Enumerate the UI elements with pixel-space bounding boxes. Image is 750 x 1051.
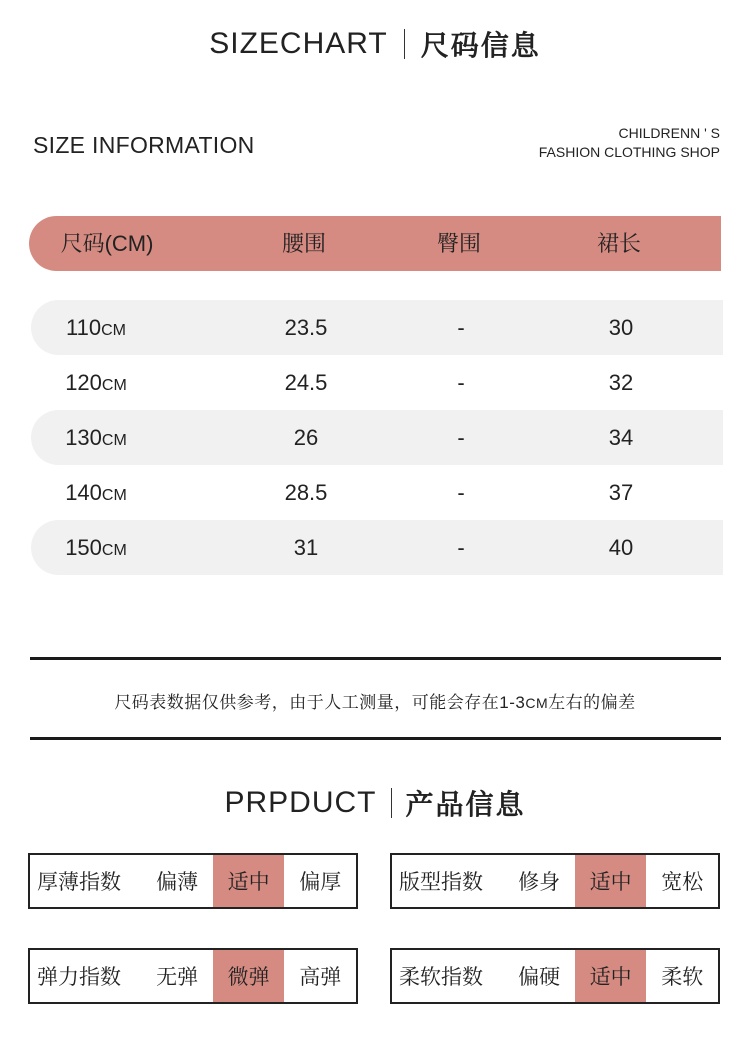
header-size: 尺码(CM): [60, 231, 154, 256]
row-length: 37: [608, 480, 634, 505]
index-option: 柔软: [661, 966, 704, 989]
row-length: 34: [608, 425, 634, 450]
row-hip: -: [457, 425, 465, 450]
title-divider: [391, 788, 392, 818]
index-option: 偏薄: [156, 871, 199, 894]
row-size-unit: CM: [101, 377, 127, 394]
size-chart-header: [0, 22, 750, 66]
note-top-rule: [30, 657, 721, 660]
index-label: 厚薄指数: [37, 871, 121, 894]
size-table-header: [29, 216, 721, 271]
header-hip: 臀围: [436, 231, 481, 256]
note-bottom-rule: [30, 737, 721, 740]
note-text-after: 左右的偏差: [548, 693, 636, 712]
row-size-value: 130: [65, 425, 102, 450]
header-waist: 腰围: [281, 231, 326, 256]
index-option: 高弹: [299, 966, 342, 989]
row-size-value: 110: [66, 315, 102, 340]
table-row: [31, 520, 723, 575]
row-hip: -: [457, 315, 465, 340]
header-length: 裙长: [596, 231, 641, 256]
row-waist: 23.5: [284, 315, 328, 340]
table-row: [31, 410, 723, 465]
row-length: 30: [608, 315, 634, 340]
table-row: [31, 355, 723, 410]
row-size: [46, 355, 146, 410]
size-chart-title-zh: 尺码信息: [420, 30, 541, 61]
size-chart-title-en: SIZECHART: [209, 27, 388, 60]
row-size-unit: CM: [101, 432, 127, 449]
index-option: 偏硬: [518, 966, 561, 989]
row-size-unit: CM: [101, 487, 127, 504]
row-hip: -: [457, 535, 465, 560]
note-text-before: 尺码表数据仅供参考，由于人工测量，可能会存在1-3: [114, 693, 526, 712]
index-option-selected: 适中: [575, 950, 647, 1002]
brand-tagline: [539, 124, 720, 162]
thickness-index: [28, 853, 358, 909]
fit-index: [390, 853, 720, 909]
row-size-value: 150: [65, 535, 102, 560]
index-label: 弹力指数: [37, 966, 121, 989]
row-size-unit: CM: [101, 322, 126, 339]
index-option-selected: 适中: [575, 855, 647, 907]
row-size: [46, 410, 146, 465]
row-hip: -: [457, 370, 465, 395]
index-option-selected: 微弹: [213, 950, 285, 1002]
row-hip: -: [457, 480, 465, 505]
row-waist: 28.5: [284, 480, 328, 505]
row-length: 40: [608, 535, 634, 560]
row-size-value: 120: [65, 370, 102, 395]
row-size: [46, 465, 146, 520]
row-waist: 26: [293, 425, 319, 450]
row-waist: 24.5: [284, 370, 328, 395]
size-information-label: SIZE INFORMATION: [33, 132, 255, 158]
index-label: 柔软指数: [399, 966, 483, 989]
note-unit: CM: [525, 695, 549, 711]
row-size: [46, 520, 146, 575]
row-size: [46, 300, 146, 355]
index-option: 宽松: [661, 871, 704, 894]
row-length: 32: [608, 370, 634, 395]
row-size-unit: CM: [101, 542, 127, 559]
row-waist: 31: [293, 535, 319, 560]
index-option-selected: 适中: [213, 855, 285, 907]
elasticity-index: [28, 948, 358, 1004]
product-title-en: PRPDUCT: [224, 786, 377, 819]
table-row: [31, 300, 723, 355]
index-option: 偏厚: [299, 871, 342, 894]
measurement-note: [0, 688, 750, 713]
softness-index: [390, 948, 720, 1004]
index-option: 修身: [518, 871, 561, 894]
index-label: 版型指数: [399, 871, 483, 894]
title-divider: [404, 29, 405, 59]
brand-line-1: CHILDRENN ' S: [618, 125, 720, 141]
brand-line-2: FASHION CLOTHING SHOP: [538, 144, 720, 160]
index-option: 无弹: [156, 966, 199, 989]
row-size-value: 140: [65, 480, 102, 505]
product-title-zh: 产品信息: [405, 789, 526, 820]
table-row: [31, 465, 723, 520]
product-header: [0, 782, 750, 824]
